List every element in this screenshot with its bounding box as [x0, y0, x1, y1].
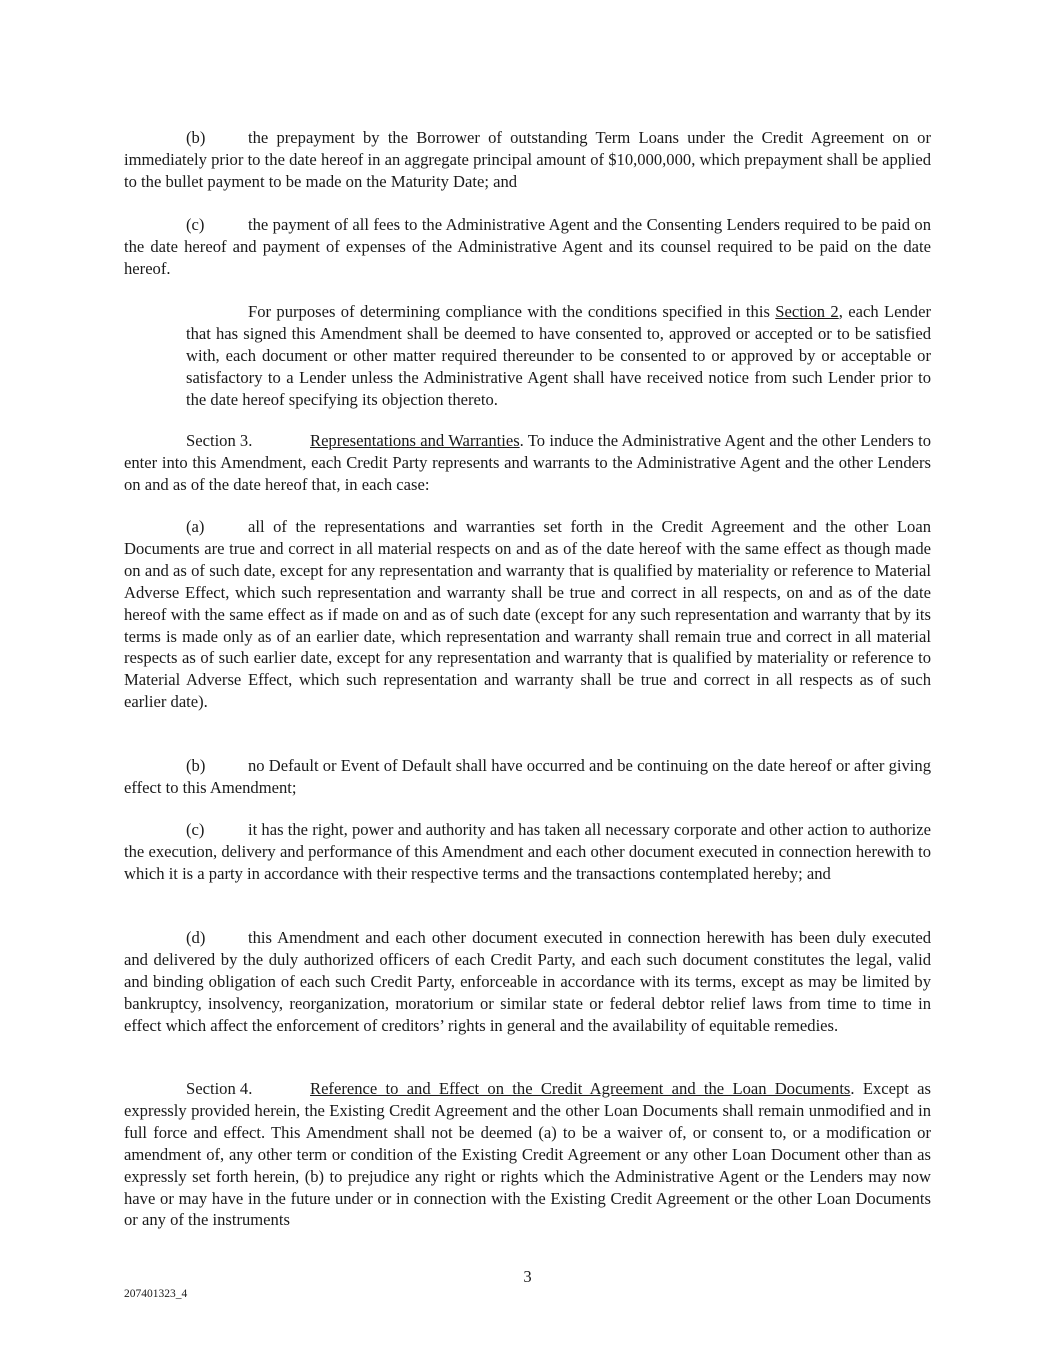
paragraph-text: the payment of all fees to the Administrative Agent and the Consenting Lenders required to be paid on the date hereof and payment of expenses of the Administrative Agent and its counsel required to be paid on the date hereof. — [124, 215, 931, 278]
paragraph-text: . To induce the Administrative Agent and the other Lenders to enter into this Amendment, each Credit Party represents and warrants to the Administrative Agent and the other Lenders on and as of the date hereof that, in each case: — [124, 431, 931, 494]
section-2-reference: Section 2 — [775, 302, 839, 321]
section-label: Section 4. — [186, 1079, 253, 1098]
document-id: 207401323_4 — [124, 1288, 188, 1300]
paragraph-label: (c) — [186, 215, 205, 234]
item-text: no Default or Event of Default shall have occurred and be continuing on the date hereof or after giving effect to this Amendment; — [124, 756, 931, 797]
section-title: Reference to and Effect on the Credit Agreement and the Loan Documents — [310, 1079, 851, 1098]
section-title: Representations and Warranties — [310, 431, 520, 450]
section-3-item-b — [124, 755, 931, 799]
item-text: it has the right, power and authority and has taken all necessary corporate and other action to authorize the execution, delivery and performance of this Amendment and each other document executed in connection herewith to which it is a party in accordance with their respective terms and the transactions contemplated hereby; and — [124, 820, 931, 883]
page-number: 3 — [523, 1267, 532, 1286]
paragraph-label: (b) — [186, 128, 206, 147]
section-3-item-a — [124, 516, 931, 713]
section-4-paragraph — [124, 1078, 931, 1231]
paragraph-c-fees — [124, 214, 931, 280]
paragraph-text: , each Lender that has signed this Amendment shall be deemed to have consented to, approved or accepted or to be satisfied with, each document or other matter required thereunder to be consented to or approved by or acceptable or satisfactory to a Lender unless the Administrative Agent shall have received notice from such Lender prior to the date hereof specifying its objection thereto. — [186, 302, 931, 409]
section-3-item-c — [124, 819, 931, 885]
paragraph-text: . Except as expressly provided herein, the Existing Credit Agreement and the other Loan Documents shall remain unmodified and in full force and effect. This Amendment shall not be deemed (a) to be a waiver of, or consent to, or a modification or amendment of, any other term or condition of the Existing Credit Agreement or any other Loan Document other than as expressly set forth herein, (b) to prejudice any right or rights which the Administrative Agent or the Lenders may now have or may have in the future under or in connection with the Existing Credit Agreement or the other Loan Documents or any of the instruments — [124, 1079, 931, 1230]
section-label: Section 3. — [186, 431, 253, 450]
item-text: all of the representations and warranties set forth in the Credit Agreement and the other Loan Documents are true and correct in all material respects on and as of the date hereof with the same effect as though made on and as of such date, except for any representation and warranty that is qualified by materiality or reference to Material Adverse Effect, which such representation and warranty shall be true and correct in all respects, on and as of the date hereof with the same effect as if made on and as of such date (except for any such representation and warranty that by its terms is made only as of an earlier date, which representation and warranty shall remain true and correct in all material respects as of such earlier date, except for any representation and warranty that is qualified by materiality or reference to Material Adverse Effect, which such representation and warranty shall be true and correct in all respects as of such earlier date). — [124, 517, 931, 712]
item-text: this Amendment and each other document executed in connection herewith has been duly executed and delivered by the duly authorized officers of each Credit Party, and each such document constitutes the legal, valid and binding obligation of each such Credit Party, enforceable in accordance with its terms, except as may be limited by bankruptcy, insolvency, reorganization, moratorium or similar state or federal debtor relief laws from time to time in effect which affect the enforcement of creditors’ rights in general and the availability of equitable remedies. — [124, 928, 931, 1035]
item-label: (c) — [186, 820, 205, 839]
item-label: (d) — [186, 928, 206, 947]
paragraph-text: For purposes of determining compliance with the conditions specified in this — [248, 302, 776, 321]
paragraph-purposes — [186, 301, 931, 411]
section-3-heading-paragraph — [124, 430, 931, 496]
item-label: (a) — [186, 517, 205, 536]
item-label: (b) — [186, 756, 206, 775]
paragraph-text: the prepayment by the Borrower of outstanding Term Loans under the Credit Agreement on or immediately prior to the date hereof in an aggregate principal amount of $10,000,000, which prepayment shall be applied to the bullet payment to be made on the Maturity Date; and — [124, 128, 931, 191]
paragraph-b-prepayment — [124, 127, 931, 193]
section-3-item-d — [124, 927, 931, 1037]
